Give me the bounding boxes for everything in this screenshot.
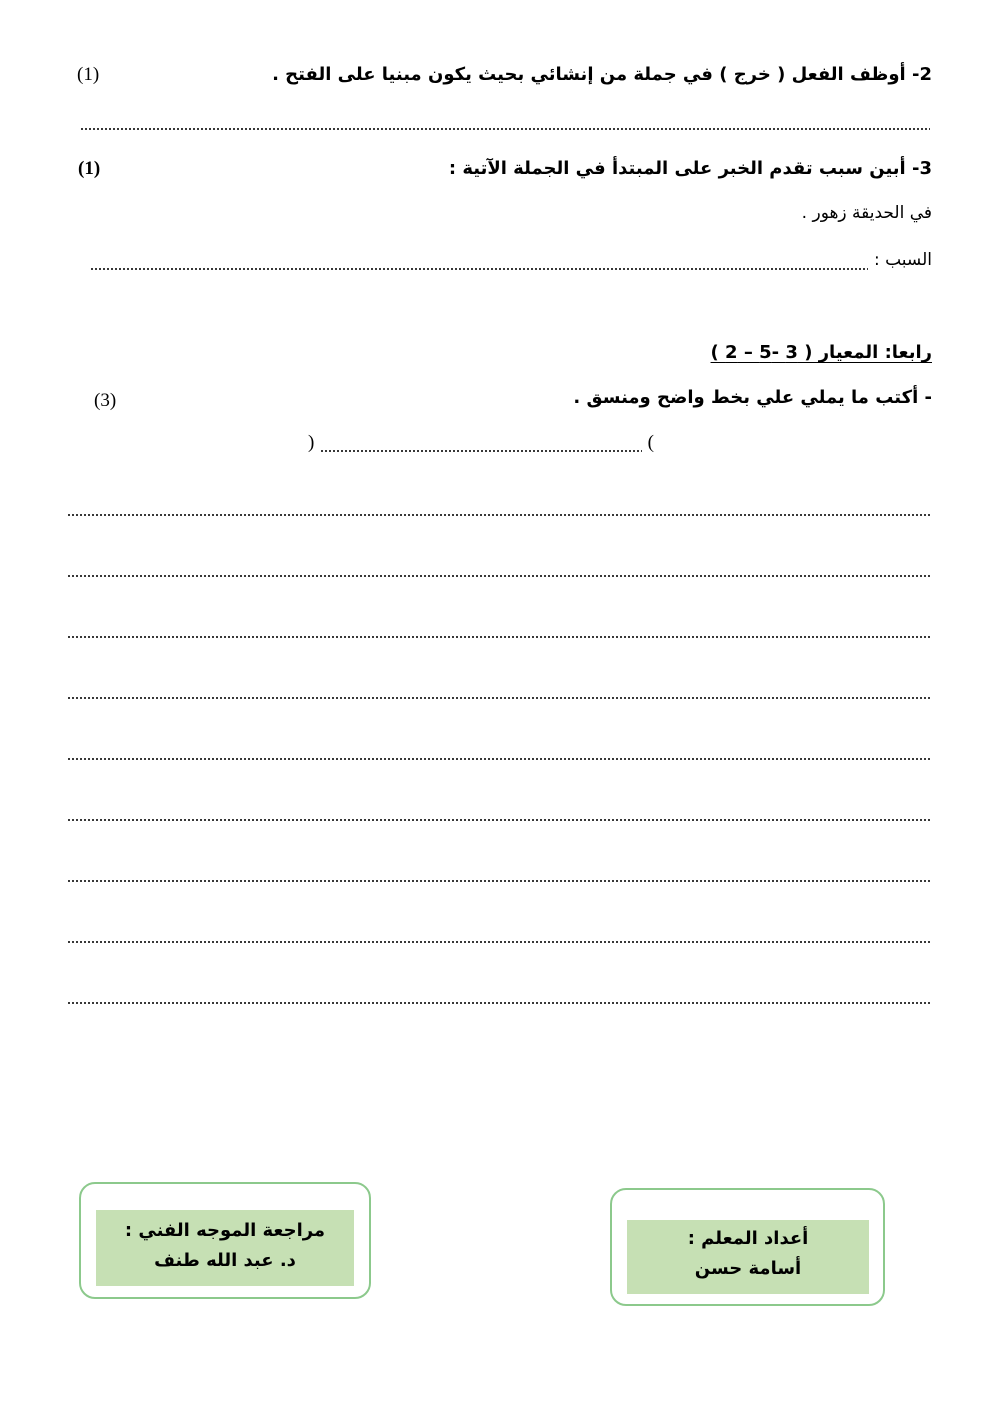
- teacher-box: [610, 1188, 885, 1306]
- teacher-box-inner: [627, 1220, 869, 1294]
- question-3-text: 3- أبين سبب تقدم الخبر على المبتدأ في الجملة الآتية :: [448, 158, 932, 179]
- question-2-mark: (1): [77, 64, 100, 85]
- section-4-title: رابعا: المعيار ( 3 -5 – 2 ): [710, 342, 932, 363]
- reviewer-box: [79, 1182, 371, 1299]
- reviewer-label: مراجعة الموجه الفني :: [124, 1220, 326, 1241]
- teacher-label: أعداد المعلم :: [687, 1228, 809, 1249]
- teacher-name: أسامة حسن: [694, 1258, 802, 1279]
- blank-dots: [320, 450, 642, 452]
- dictation-title-blank[interactable]: [308, 432, 654, 458]
- answer-line-reason[interactable]: [90, 268, 868, 270]
- dictation-line[interactable]: [67, 819, 930, 821]
- reviewer-name: د. عبد الله طنف: [154, 1250, 296, 1271]
- dictation-line[interactable]: [67, 1002, 930, 1004]
- dictation-line[interactable]: [67, 514, 930, 516]
- dictation-line[interactable]: [67, 880, 930, 882]
- dictation-line[interactable]: [67, 941, 930, 943]
- dictation-line[interactable]: [67, 758, 930, 760]
- dictation-instruction: - أكتب ما يملي علي بخط واضح ومنسق .: [573, 387, 932, 408]
- question-3-mark: (1): [78, 158, 101, 179]
- answer-line-q2[interactable]: [80, 128, 930, 130]
- reason-label: السبب :: [873, 250, 932, 270]
- reviewer-box-inner: [96, 1210, 354, 1286]
- dictation-mark: (3): [94, 390, 117, 411]
- dictation-line[interactable]: [67, 636, 930, 638]
- blank-close-paren: ): [308, 432, 315, 453]
- question-3-sentence: في الحديقة زهور .: [801, 203, 932, 223]
- dictation-line[interactable]: [67, 697, 930, 699]
- blank-open-paren: (: [647, 432, 654, 453]
- dictation-line[interactable]: [67, 575, 930, 577]
- question-2-text: 2- أوظف الفعل ( خرج ) في جملة من إنشائي بحيث يكون مبنيا على الفتح .: [272, 64, 932, 85]
